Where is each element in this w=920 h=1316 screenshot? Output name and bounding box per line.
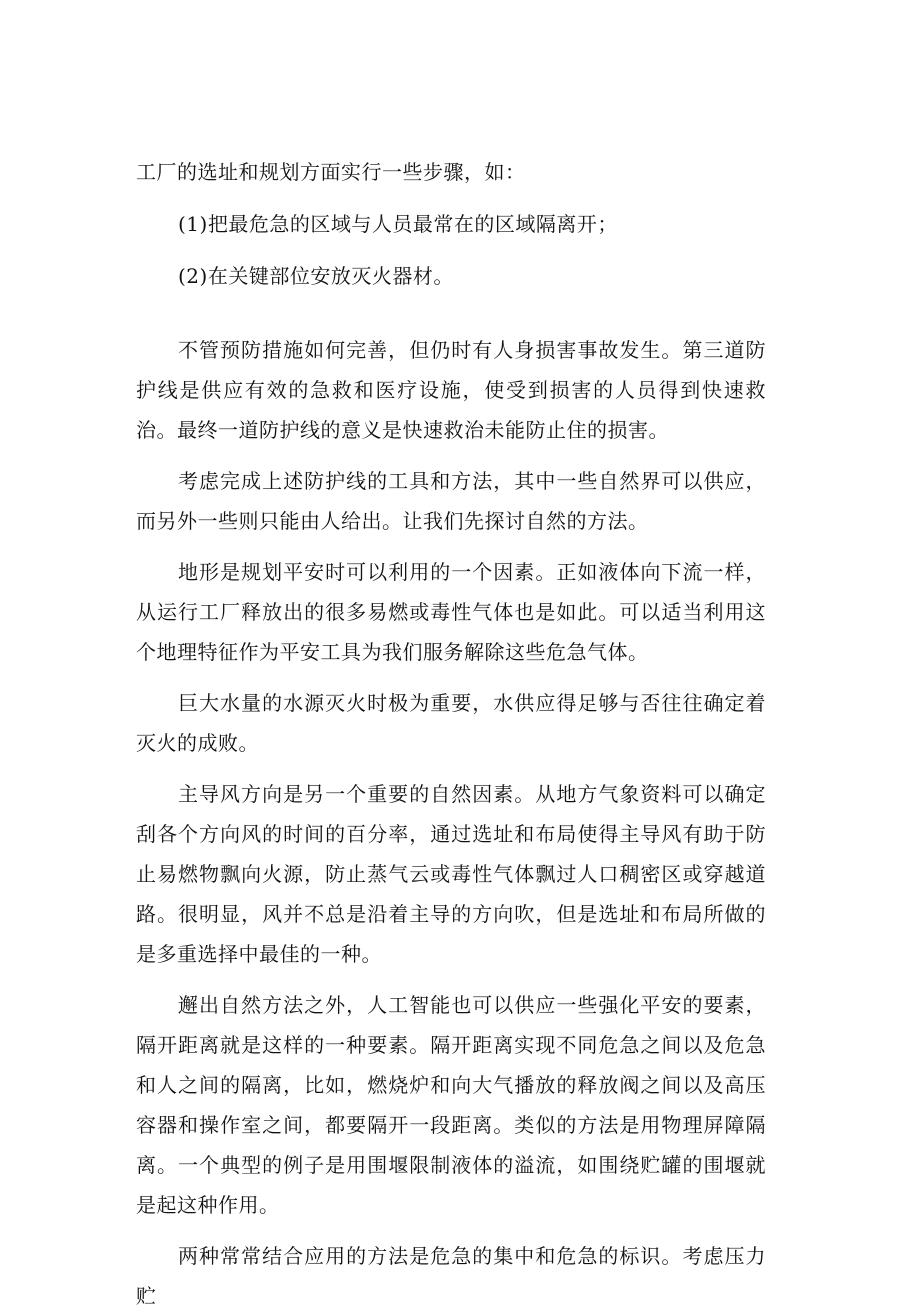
list-item-1: (1)把最危急的区域与人员最常在的区域隔离开； <box>178 212 618 236</box>
paragraph-protection-line: 不管预防措施如何完善，但仍时有人身损害事故发生。第三道防护线是供应有效的急救和医疗设施，使受到损害的人员得到快速救治。最终一道防护线的意义是快速救治未能防止住的损害。 <box>136 338 766 442</box>
document-body <box>136 152 766 1316</box>
paragraph-concentration-marking: 两种常常结合应用的方法是危急的集中和危急的标识。考虑压力贮 <box>136 1244 766 1308</box>
paragraph-wind-direction: 主导风方向是另一个重要的自然因素。从地方气象资料可以确定刮各个方向风的时间的百分率，通过选址和布局使得主导风有助于防止易燃物飘向火源，防止蒸气云或毒性气体飘过人口稠密区或穿越道路。很明显，风并不总是沿着主导的方向吹，但是选址和布局所做的是多重选择中最佳的一种。 <box>136 782 766 966</box>
paragraph-separation-distance: 邂出自然方法之外，人工智能也可以供应一些强化平安的要素，隔开距离就是这样的一种要素。隔开距离实现不同危急之间以及危急和人之间的隔离，比如，燃烧炉和向大气播放的释放阀之间以及高压容器和操作室之间，都要隔开一段距离。类似的方法是用物理屏障隔离。一个典型的例子是用围堰限制液体的溢流，如围绕贮罐的围堰就是起这种作用。 <box>136 993 766 1217</box>
paragraph-tools-methods: 考虑完成上述防护线的工具和方法，其中一些自然界可以供应，而另外一些则只能由人给出。让我们先探讨自然的方法。 <box>136 469 766 533</box>
paragraph-intro: 工厂的选址和规划方面实行一些步骤，如： <box>136 160 526 184</box>
list-item-2: (2)在关键部位安放灭火器材。 <box>178 264 454 288</box>
paragraph-water-source: 巨大水量的水源灭火时极为重要，水供应得足够与否往往确定着灭火的成败。 <box>136 691 766 755</box>
paragraph-terrain: 地形是规划平安时可以利用的一个因素。正如液体向下流一样，从运行工厂释放出的很多易燃或毒性气体也是如此。可以适当利用这个地理特征作为平安工具为我们服务解除这些危急气体。 <box>136 560 766 664</box>
